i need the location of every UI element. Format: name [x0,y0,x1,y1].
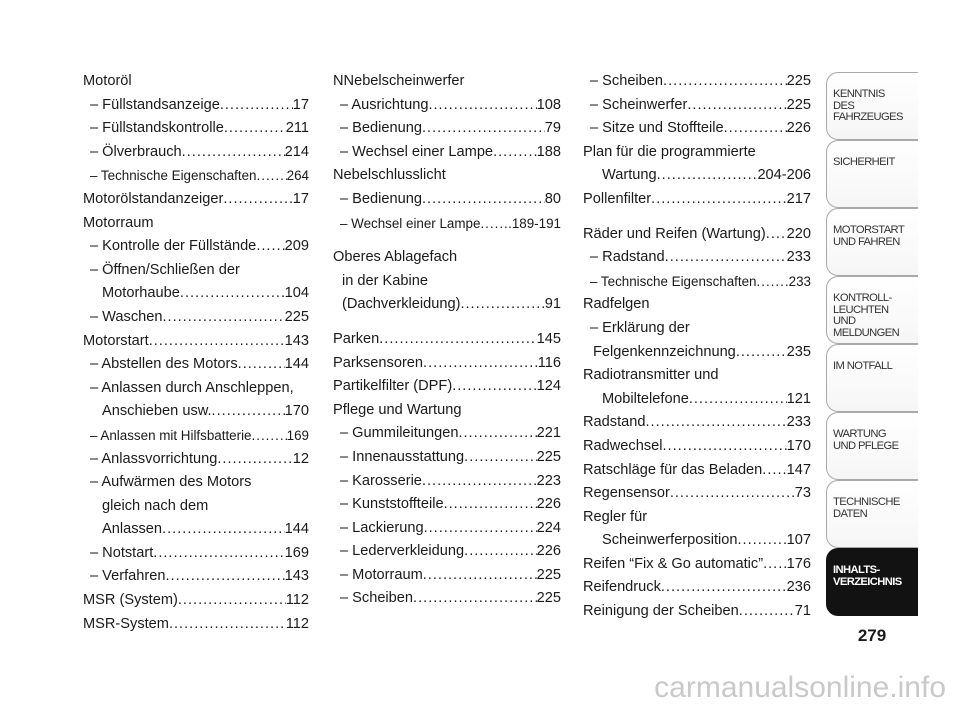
index-entry [333,446,561,470]
index-entry-label: – Ölverbrauch [90,143,182,160]
index-entry-label: – Kunststoffteile [340,496,444,513]
index-entry [583,317,811,341]
leader-dots [647,506,811,530]
index-entry [333,141,561,165]
index-entry-label: Motoröl [83,73,132,89]
index-entry [583,482,811,506]
chapter-tab-label: WARTUNG [833,428,886,440]
index-entry-page: 214 [284,143,309,160]
index-entry [333,375,561,399]
index-entry [333,188,561,212]
index-entry [583,459,811,483]
leader-dots [460,293,544,317]
index-entry-label: – Füllstandskontrolle [90,120,224,137]
index-entry-label: Motorraum [83,214,154,231]
index-entry [333,328,561,352]
index-entry-label: Parken [333,330,380,347]
chapter-tab-label: SICHERHEIT [833,156,895,168]
index-entry [583,411,811,435]
leader-dots [178,589,286,613]
index-entry-label: – Bedienung [340,120,422,137]
index-entry-label: (Dachverkleidung) [342,296,461,313]
leader-dots [457,246,561,270]
leader-dots [464,70,561,94]
index-entry-page: 17 [292,96,309,113]
index-entry-label: Anlassen [102,521,163,538]
index-entry-label: Pflege und Wartung [333,401,462,418]
index-entry-page: 71 [794,603,811,620]
index-entry-label: – Anlassen durch Anschleppen, [90,379,294,396]
index-entry-page: 225 [536,590,561,607]
index-entry-label: Parksensoren [333,354,424,371]
index-entry-label: Radstand [583,414,646,431]
index-entry-page: 12 [292,450,309,467]
index-entry-page: 73 [794,485,811,502]
index-entry-page: 225 [786,96,811,113]
chapter-tab-label: UND PFLEGE [833,439,899,452]
index-entry-label: – Scheinwerfer [590,96,688,113]
index-entry-page: 107 [786,532,811,549]
index-entry-page: 91 [544,296,561,313]
leader-dots [446,164,561,188]
index-entry-label: gleich nach dem [102,497,209,514]
leader-dots [757,270,789,294]
index-entry-label: MSR-System [83,615,169,632]
leader-dots [182,141,285,165]
leader-dots [766,223,787,247]
index-entry-page: 104 [284,285,309,302]
index-entry-page: 108 [536,96,561,113]
watermark: carmanualsonline.info [654,671,946,704]
leader-dots [220,94,293,118]
index-entry [583,117,811,141]
index-entry-label: – Technische Eigenschaften [590,273,757,289]
index-entry-page: 209 [284,238,309,255]
index-entry-label: Pollenfilter [583,190,652,207]
leader-dots [452,375,536,399]
chapter-tabs [826,72,918,616]
index-entry [583,246,811,270]
index-entry-page: 225 [536,566,561,583]
index-entry-label: – Ausrichtung [340,96,429,113]
index-entry [583,70,811,94]
index-entry-label: – Aufwärmen des Motors [90,474,252,491]
index-entry-page: 112 [285,592,309,609]
index-entry-page: 169 [286,427,309,443]
index-entry [83,164,309,188]
index-entry-page: 226 [536,543,561,560]
leader-dots [423,564,537,588]
index-entry-page: 147 [786,461,811,478]
chapter-tab-label: KONTROLL- [833,292,892,304]
index-entry-label: Mobiltelefone [602,390,689,407]
index-entry [333,117,561,141]
index-entry-label: Reifen “Fix & Go automatic” [583,555,764,572]
page-number: 279 [857,626,887,645]
index-entry [333,70,561,94]
index-entry-label: – Scheiben [340,590,414,607]
index-entry-label: – Füllstandsanzeige [90,96,220,113]
index-entry [333,422,561,446]
index-entry-label: – Lederverkleidung [340,543,465,560]
leader-dots [240,259,309,283]
index-entry [333,493,561,517]
index-entry-page: 170 [284,403,309,420]
leader-dots [169,613,286,637]
index-entry-label: – Öffnen/Schließen der [90,261,240,278]
index-entry-page: 80 [544,190,561,207]
index-entry-page: 233 [788,273,811,289]
leader-dots [461,399,561,423]
leader-dots [238,353,285,377]
index-entry [83,542,309,566]
index-entry [333,293,561,317]
index-entry [583,341,811,365]
index-entry-page: .189-191 [508,215,561,231]
index-entry-label: Plan für die programmierte [583,143,756,160]
leader-dots [422,470,537,494]
index-entry [583,364,811,388]
leader-dots [212,400,285,424]
index-entry-page: 226 [786,120,811,137]
index-entry [83,330,309,354]
leader-dots [444,493,537,517]
index-entry-page: 79 [544,120,561,137]
leader-dots [670,482,795,506]
index-entry [333,587,561,611]
chapter-tab-label: UND FAHREN [833,235,900,248]
index-entry [333,470,561,494]
index-entry [583,553,811,577]
chapter-tab[interactable] [826,72,918,140]
index-entry [583,435,811,459]
leader-dots [256,235,284,259]
leader-dots [650,293,811,317]
leader-dots [464,540,537,564]
leader-dots [756,141,811,165]
index-entry [583,529,811,553]
chapter-tab-label: KENNTNIS [833,88,885,100]
leader-dots [132,70,309,94]
leader-dots [458,422,536,446]
leader-dots [154,212,309,236]
index-entry-page: 221 [536,425,561,442]
index-entry-label: MSR (System) [83,592,178,609]
index-entry [83,306,309,330]
index-entry-label: – Lackierung [340,519,424,536]
index-entry-page: 170 [786,437,811,454]
index-entry-label: – Notstart [90,544,154,561]
index-entry [583,600,811,624]
index-entry-page: 225 [786,73,811,89]
index-entry-page: 236 [786,579,811,596]
index-entry [83,471,309,495]
index-entry-label: – Gummileitungen [340,425,459,442]
index-entry-page: 17 [292,190,309,207]
index-entry-label: – Abstellen des Motors [90,356,238,373]
index-entry [333,94,561,118]
index-entry-page: 143 [284,568,309,585]
index-entry [83,235,309,259]
index-entry [583,293,811,317]
index-entry-label: Motorhaube [102,285,180,302]
index-entry-label: in der Kabine [342,272,429,289]
index-column-1 [83,70,309,636]
chapter-tab-label: UND MELDUNGEN [833,315,900,339]
index-entry [83,94,309,118]
index-entry [83,589,309,613]
leader-dots [424,517,537,541]
leader-dots [645,411,786,435]
index-entry-page: 233 [786,414,811,431]
index-entry-label: – Waschen [90,308,163,325]
chapter-tab-label: INHALTS- [833,564,880,576]
index-entry-label: Radiotransmitter und [583,367,719,384]
index-entry [83,400,309,424]
leader-dots [737,529,786,553]
leader-dots [180,282,285,306]
index-entry-page: 121 [786,390,811,407]
index-entry [333,270,561,294]
leader-dots [718,364,811,388]
index-entry-page: 211 [285,120,309,137]
leader-dots [689,388,787,412]
chapter-tab-label: DES FAHRZEUGES [833,99,903,123]
index-entry-label: – Innenausstattung [340,448,465,465]
index-entry-label: Radwechsel [583,437,663,454]
index-entry-label: – Sitze und Stoffteile [590,120,724,137]
index-entry-page: 144 [284,521,309,538]
index-entry-page: 144 [284,356,309,373]
index-entry-page: 145 [536,330,561,347]
index-entry-label: – Anlassen mit Hilfsbatterie [90,427,252,443]
leader-dots [208,495,309,519]
index-entry [583,270,811,294]
index-entry-label: Ratschläge für das Beladen [583,461,763,478]
chapter-tab[interactable] [826,344,918,412]
leader-dots [422,188,545,212]
index-entry-page: 264 [286,168,309,184]
index-entry [333,517,561,541]
index-entry-page: 225 [536,448,561,465]
index-entry-page: 225 [284,308,309,325]
index-entry [583,164,811,188]
index-entry-label: – Wechsel einer Lampe [340,215,481,231]
chapter-tab[interactable] [826,140,918,208]
index-entry-page: 226 [536,496,561,513]
index-column-3 [583,70,811,624]
index-entry-label: Motorstart [83,332,149,349]
index-entry [333,540,561,564]
index-entry [83,613,309,637]
index-entry [583,223,811,247]
index-entry [333,352,561,376]
index-entry-label: – Radstand [590,249,665,266]
leader-dots [739,600,795,624]
index-entry-label: – Kontrolle der Füllstände [90,238,257,255]
leader-dots [464,446,536,470]
index-entry-page: 116 [537,354,561,371]
leader-dots [651,188,787,212]
index-entry [83,353,309,377]
index-entry-label: Scheinwerferposition [602,532,738,549]
index-entry-label: NNebelscheinwerfer [333,73,465,89]
index-entry [83,259,309,283]
leader-dots [493,141,537,165]
index-entry-page: 188 [536,143,561,160]
leader-dots [724,117,787,141]
index-entry-page: 143 [284,332,309,349]
chapter-tab[interactable] [826,412,918,480]
leader-dots [294,377,309,401]
index-entry-page: 112 [285,615,309,632]
index-entry [583,388,811,412]
leader-dots [223,188,292,212]
index-entry-label: – Anlassvorrichtung [90,450,218,467]
index-entry-page: 217 [786,190,811,207]
index-entry [583,506,811,530]
index-entry [83,495,309,519]
index-entry [583,94,811,118]
index-entry-page: 220 [786,225,811,242]
leader-dots [480,212,508,236]
chapter-tab[interactable] [826,480,918,548]
index-entry [333,564,561,588]
index-entry-label: Anschieben usw. [102,403,212,420]
leader-dots [413,587,537,611]
index-entry-label: Radfelgen [583,296,650,313]
index-entry [83,565,309,589]
leader-dots [687,94,786,118]
leader-dots [224,117,286,141]
index-entry-label: Partikelfilter (DPF) [333,378,453,395]
leader-dots [428,270,561,294]
index-entry-label: Reifendruck [583,579,661,596]
index-entry-label: – Technische Eigenschaften [90,168,257,184]
leader-dots [690,317,811,341]
index-entry-label: Motorölstandanzeiger [83,190,224,207]
index-entry-page: 224 [536,519,561,536]
leader-dots [257,164,287,188]
index-entry [83,117,309,141]
leader-dots [663,70,787,94]
leader-dots [165,565,284,589]
leader-dots [736,341,787,365]
chapter-tab-label: DATEN [833,507,868,520]
leader-dots [423,352,538,376]
index-entry-page: 176 [786,555,811,572]
index-entry-label: Regensensor [583,485,670,502]
leader-dots [763,553,787,577]
chapter-tab[interactable] [826,276,918,344]
index-entry-label: Oberes Ablagefach [333,249,458,266]
index-entry [333,212,561,236]
leader-dots [657,164,758,188]
chapter-tab-label: IM NOTFALL [833,360,893,372]
index-entry-label: Wartung [602,167,657,184]
index-entry [83,70,309,94]
leader-dots [663,435,787,459]
index-entry-page: 233 [786,249,811,266]
index-entry [333,246,561,270]
leader-dots [162,306,284,330]
leader-dots [251,471,309,495]
index-column-2 [333,70,561,611]
index-entry [333,164,561,188]
leader-dots [762,459,786,483]
index-entry-label: Regler für [583,508,648,525]
leader-dots [252,424,287,448]
leader-dots [428,94,536,118]
index-entry [83,282,309,306]
index-entry [83,424,309,448]
chapter-tab[interactable] [826,208,918,276]
index-entry [83,377,309,401]
index-entry-label: – Scheiben [590,73,664,89]
chapter-tab-label: LEUCHTEN [833,303,889,316]
index-entry-label: – Bedienung [340,190,422,207]
index-entry [83,188,309,212]
index-entry-page: 235 [786,343,811,360]
index-entry [83,518,309,542]
leader-dots [217,448,292,472]
leader-dots [149,330,285,354]
chapter-tab[interactable] [826,548,918,616]
leader-dots [153,542,284,566]
index-entry-label: – Motorraum [340,566,423,583]
index-entry [333,399,561,423]
leader-dots [379,328,536,352]
chapter-tab-label: MOTORSTART [833,224,905,236]
index-entry-page: 169 [284,544,309,561]
index-entry-label: – Erklärung der [590,319,690,336]
index-entry-label: Räder und Reifen (Wartung) [583,225,766,242]
index-entry [83,212,309,236]
index-entry-label: Nebelschlusslicht [333,167,446,184]
index-entry [583,141,811,165]
index-entry [583,188,811,212]
index-entry [83,448,309,472]
leader-dots [162,518,285,542]
leader-dots [422,117,545,141]
leader-dots [665,246,787,270]
index-entry-label: Felgenkennzeichnung [593,343,736,360]
index-entry [583,576,811,600]
chapter-tab-label: VERZEICHNIS [833,575,902,588]
index-entry-label: Reinigung der Scheiben [583,603,739,620]
index-entry-label: – Wechsel einer Lampe [340,143,494,160]
leader-dots [661,576,787,600]
index-entry-page: 223 [536,472,561,489]
index-entry-page: 204-206 [757,167,811,184]
index-entry [83,141,309,165]
chapter-tab-label: TECHNISCHE [833,496,900,508]
index-entry-label: – Karosserie [340,472,422,489]
index-entry-label: – Verfahren [90,568,166,585]
index-entry-page: 124 [536,378,561,395]
